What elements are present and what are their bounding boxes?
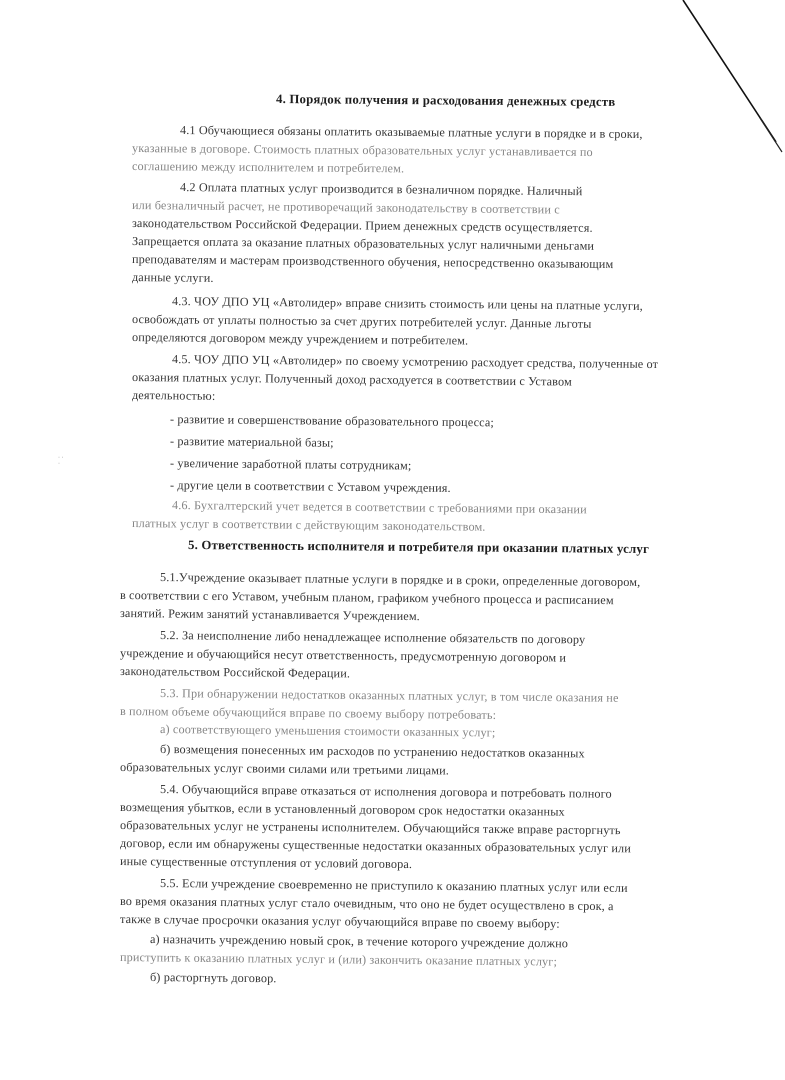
section-5-line: в соответствии с его Уставом, учебным планом, графиком учебного процесса и расписанием <box>119 588 614 608</box>
section-5-line: 5.1.Учреждение оказывает платные услуги в порядке и в сроки, определенные договором, <box>159 570 641 590</box>
section-5-line: учреждение и обучающийся несут ответственность, предусмотренную договором и <box>119 646 567 665</box>
section-5-line: образовательных услуг не устранены исполнителем. Обучающийся также вправе расторгнуть <box>119 818 621 838</box>
section-4-line: 4.5. ЧОУ ДПО УЦ «Автолидер» по своему усмотрению расходует средства, полученные от <box>171 352 659 372</box>
section-4-line: 4.3. ЧОУ ДПО УЦ «Автолидер» вправе снизить стоимость или цены на платные услуги, <box>171 294 643 313</box>
section-4-line: оказания платных услуг. Полученный доход расходуется в соответствии с Уставом <box>131 370 572 389</box>
section-5-line: 5.5. Если учреждение своевременно не приступило к оказанию платных услуг или если <box>159 876 628 895</box>
section-5-line: во время оказания платных услуг стало очевидным, что оно не будет осуществлено в срок, а <box>119 894 614 914</box>
section-4-list-item: - развитие и совершенствование образовательного процесса; <box>169 412 495 430</box>
section-5-line: иные существенные отступления от условий договора. <box>119 854 413 872</box>
section-4-list-item: - другие цели в соответствии с Уставом учреждения. <box>169 478 451 495</box>
section-4-line: 4.2 Оплата платных услуг производится в безналичном порядке. Наличный <box>179 180 583 199</box>
section-5-line: приступить к оказанию платных услуг и (или) закончить оказание платных услуг; <box>119 950 558 969</box>
section-5-line: а) назначить учреждению новый срок, в течение которого учреждение должно <box>149 932 569 951</box>
section-4-line: 4.1 Обучающиеся обязаны оплатить оказываемые платные услуги в порядке и в сроки, <box>179 123 643 142</box>
section-5-line: б) возмещения понесенных им расходов по устранению недостатков оказанных <box>159 742 585 761</box>
section-4-list-item: - развитие материальной базы; <box>169 434 334 450</box>
section-4-line: преподавателям и мастерам производственного обучения, непосредственно оказывающим <box>131 252 614 272</box>
section-4-list-item: - увеличение заработной платы сотрудникам; <box>169 456 412 473</box>
section-4-line: определяются договором между учреждением и потребителем. <box>131 330 469 348</box>
section-4-line: освобождать от уплаты полностью за счет других потребителей услуг. Данные льготы <box>131 312 592 331</box>
section-5-line: 5.4. Обучающийся вправе отказаться от исполнения договора и потребовать полного <box>159 782 612 801</box>
section-4-line: Запрещается оплата за оказание платных образовательных услуг наличными деньгами <box>131 234 595 253</box>
section-5-line: в полном объеме обучающийся вправе по своему выбору потребовать: <box>119 704 497 722</box>
section-5-line: 5.3. При обнаружении недостатков оказанных платных услуг, в том числе оказания не <box>159 686 619 705</box>
section-5-line: 5.2. За неисполнение либо ненадлежащее исполнение обязательств по договору <box>159 628 586 647</box>
section-5-heading: 5. Ответственность исполнителя и потребителя при оказании платных услуг <box>187 538 650 557</box>
section-4-line: соглашению между исполнителем и потребителем. <box>131 159 405 176</box>
section-4-line: платных услуг в соответствии с действующим законодательством. <box>131 516 486 534</box>
section-4-line: деятельностью: <box>131 388 216 403</box>
section-4-heading: 4. Порядок получения и расходования денежных средств <box>275 92 616 109</box>
section-4-line: 4.6. Бухгалтерский учет ведется в соответствии с требованиями при оказании <box>171 498 587 517</box>
section-5-line: образовательных услуг своими силами или третьими лицами. <box>119 760 450 778</box>
section-5-line: б) расторгнуть договор. <box>149 970 277 986</box>
section-5-line: также в случае просрочки оказания услуг обучающийся вправе по своему выбору: <box>119 912 560 931</box>
section-4-line: данные услуги. <box>131 270 214 285</box>
section-4-line: или безналичный расчет, не противоречащий законодательству в соответствии с <box>131 198 560 217</box>
section-5-line: возмещения убытков, если в установленный договором срок недостатки оказанных <box>119 800 565 819</box>
section-4-line: законодательством Российской Федерации. Прием денежных средств осуществляется. <box>131 216 593 235</box>
section-4-line: указанные в договоре. Стоимость платных образовательных услуг устанавливается по <box>131 141 593 160</box>
section-5-line: законодательством Российской Федерации. <box>119 664 351 681</box>
section-5-line: договор, если им обнаружены существенные недостатки оказанных образовательных услуг или <box>119 836 632 856</box>
section-5-line: а) соответствующего уменьшения стоимости оказанных услуг; <box>159 722 496 740</box>
scan-speckle: · · · <box>58 455 64 467</box>
section-5-line: занятий. Режим занятий устанавливается Учреждением. <box>119 606 420 624</box>
